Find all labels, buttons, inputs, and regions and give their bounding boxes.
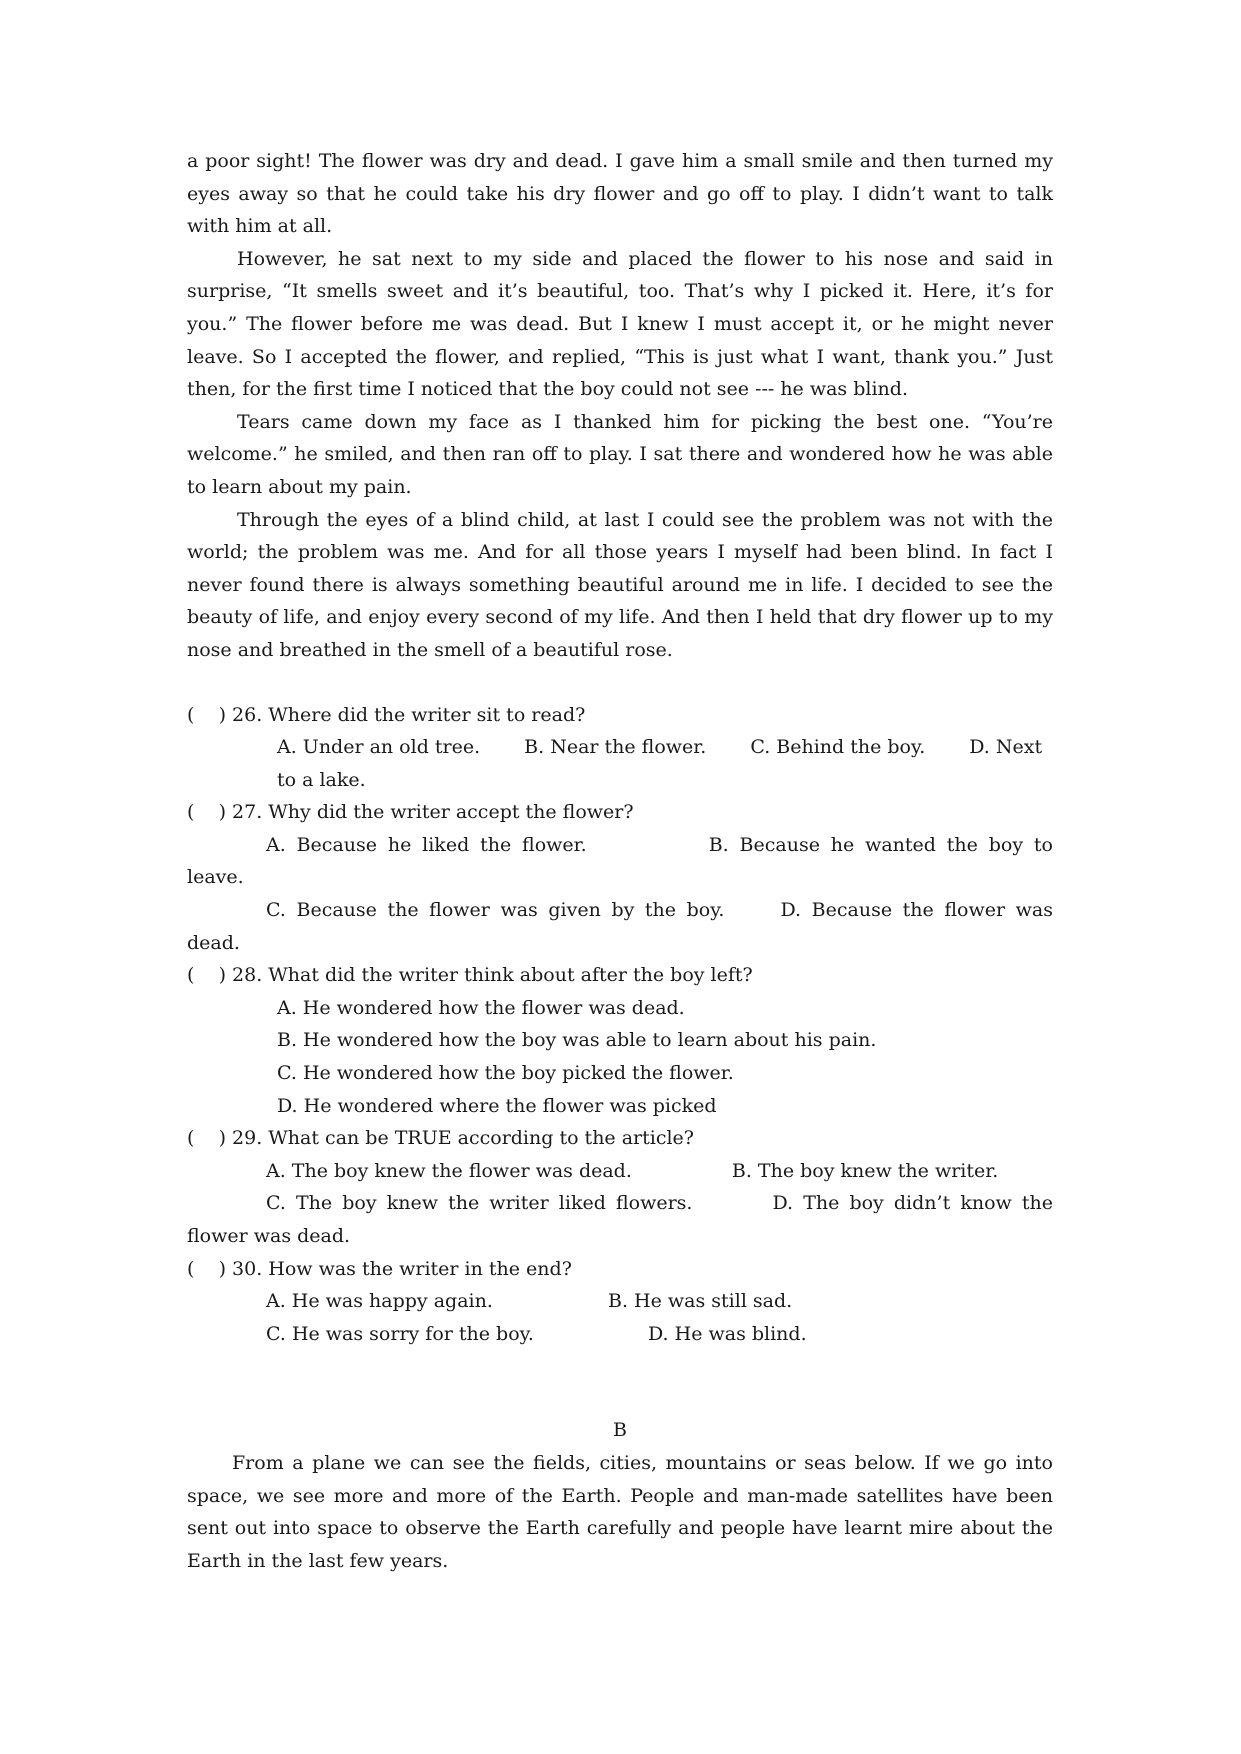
option-c: C. He was sorry for the boy.: [266, 1322, 534, 1345]
passage-paragraph-1: a poor sight! The flower was dry and dead. I gave him a small smile and then turned my eyes away so that he could take his dry flower and go off to play. I didn’t want to talk with him at all.: [187, 150, 1053, 238]
question-stem: ( ) 30. How was the writer in the end?: [187, 1257, 572, 1280]
option-a: A. Because he liked the flower.: [266, 833, 587, 856]
passage-paragraph-3: Tears came down my face as I thanked him for picking the best one. “You’re welcome.” he smiled, and then ran off to play. I sat there and wondered how he was able to learn about my pain.: [187, 410, 1053, 498]
option-c: C. Behind the boy.: [750, 736, 926, 759]
option-d: D. Next to a lake.: [277, 736, 1043, 791]
option-c: C. Because the flower was given by the boy.: [266, 899, 725, 922]
passage-paragraph-2: However, he sat next to my side and placed the flower to his nose and said in surprise, “It smells sweet and it’s beautiful, too. That’s why I picked it. Here, it’s for you.” The flower before me was dead. But I knew I must accept it, or he might never leave. So I accepted the flower, and replied, “This is just what I want, thank you.” Just then, for the first time I noticed that the boy could not see --- he was blind.: [187, 247, 1053, 401]
option-a: A. He wondered how the flower was dead.: [277, 996, 685, 1019]
question-30: [187, 1253, 1053, 1351]
option-b: B. He was still sad.: [608, 1290, 793, 1313]
option-d: D. Because the flower was dead.: [187, 899, 1053, 954]
option-d: D. He wondered where the flower was picked: [277, 1094, 717, 1117]
passage-paragraph-4: Through the eyes of a blind child, at last I could see the problem was not with the world; the problem was me. And for all those years I myself had been blind. In fact I never found there is always something beautiful around me in life. I decided to see the beauty of life, and enjoy every second of my life. And then I held that dry flower up to my nose and breathed in the smell of a beautiful rose.: [187, 508, 1053, 661]
section-title: B: [613, 1419, 627, 1442]
option-a: A. Under an old tree.: [277, 736, 481, 759]
option-b: B. Near the flower.: [524, 736, 707, 759]
question-27: [187, 796, 1053, 959]
document-page: [187, 145, 1053, 1577]
option-b: B. The boy knew the writer.: [731, 1159, 999, 1182]
section-b-paragraph-1: From a plane we can see the fields, cities, mountains or seas below. If we go into space, we see more and more of the Earth. People and man-made satellites have been sent out into space to observe the Earth carefully and people have learnt mire about the Earth in the last few years.: [187, 1451, 1053, 1572]
option-d: D. The boy didn’t know the flower was dead.: [187, 1192, 1053, 1247]
option-c: C. The boy knew the writer liked flowers.: [266, 1192, 693, 1215]
question-26: [187, 699, 1053, 797]
option-b: B. He wondered how the boy was able to learn about his pain.: [277, 1029, 877, 1052]
option-c: C. He wondered how the boy picked the flower.: [277, 1062, 734, 1085]
option-b: B. Because he wanted the boy to leave.: [187, 833, 1053, 889]
question-stem: ( ) 29. What can be TRUE according to the article?: [187, 1127, 694, 1150]
question-29: [187, 1122, 1053, 1252]
question-28: [187, 959, 1053, 1122]
question-stem: ( ) 27. Why did the writer accept the flower?: [187, 801, 634, 824]
question-stem: ( ) 26. Where did the writer sit to read?: [187, 703, 586, 726]
option-a: A. He was happy again.: [266, 1290, 493, 1313]
option-d: D. He was blind.: [648, 1322, 807, 1345]
question-stem: ( ) 28. What did the writer think about after the boy left?: [187, 964, 753, 987]
option-a: A. The boy knew the flower was dead.: [266, 1159, 632, 1182]
